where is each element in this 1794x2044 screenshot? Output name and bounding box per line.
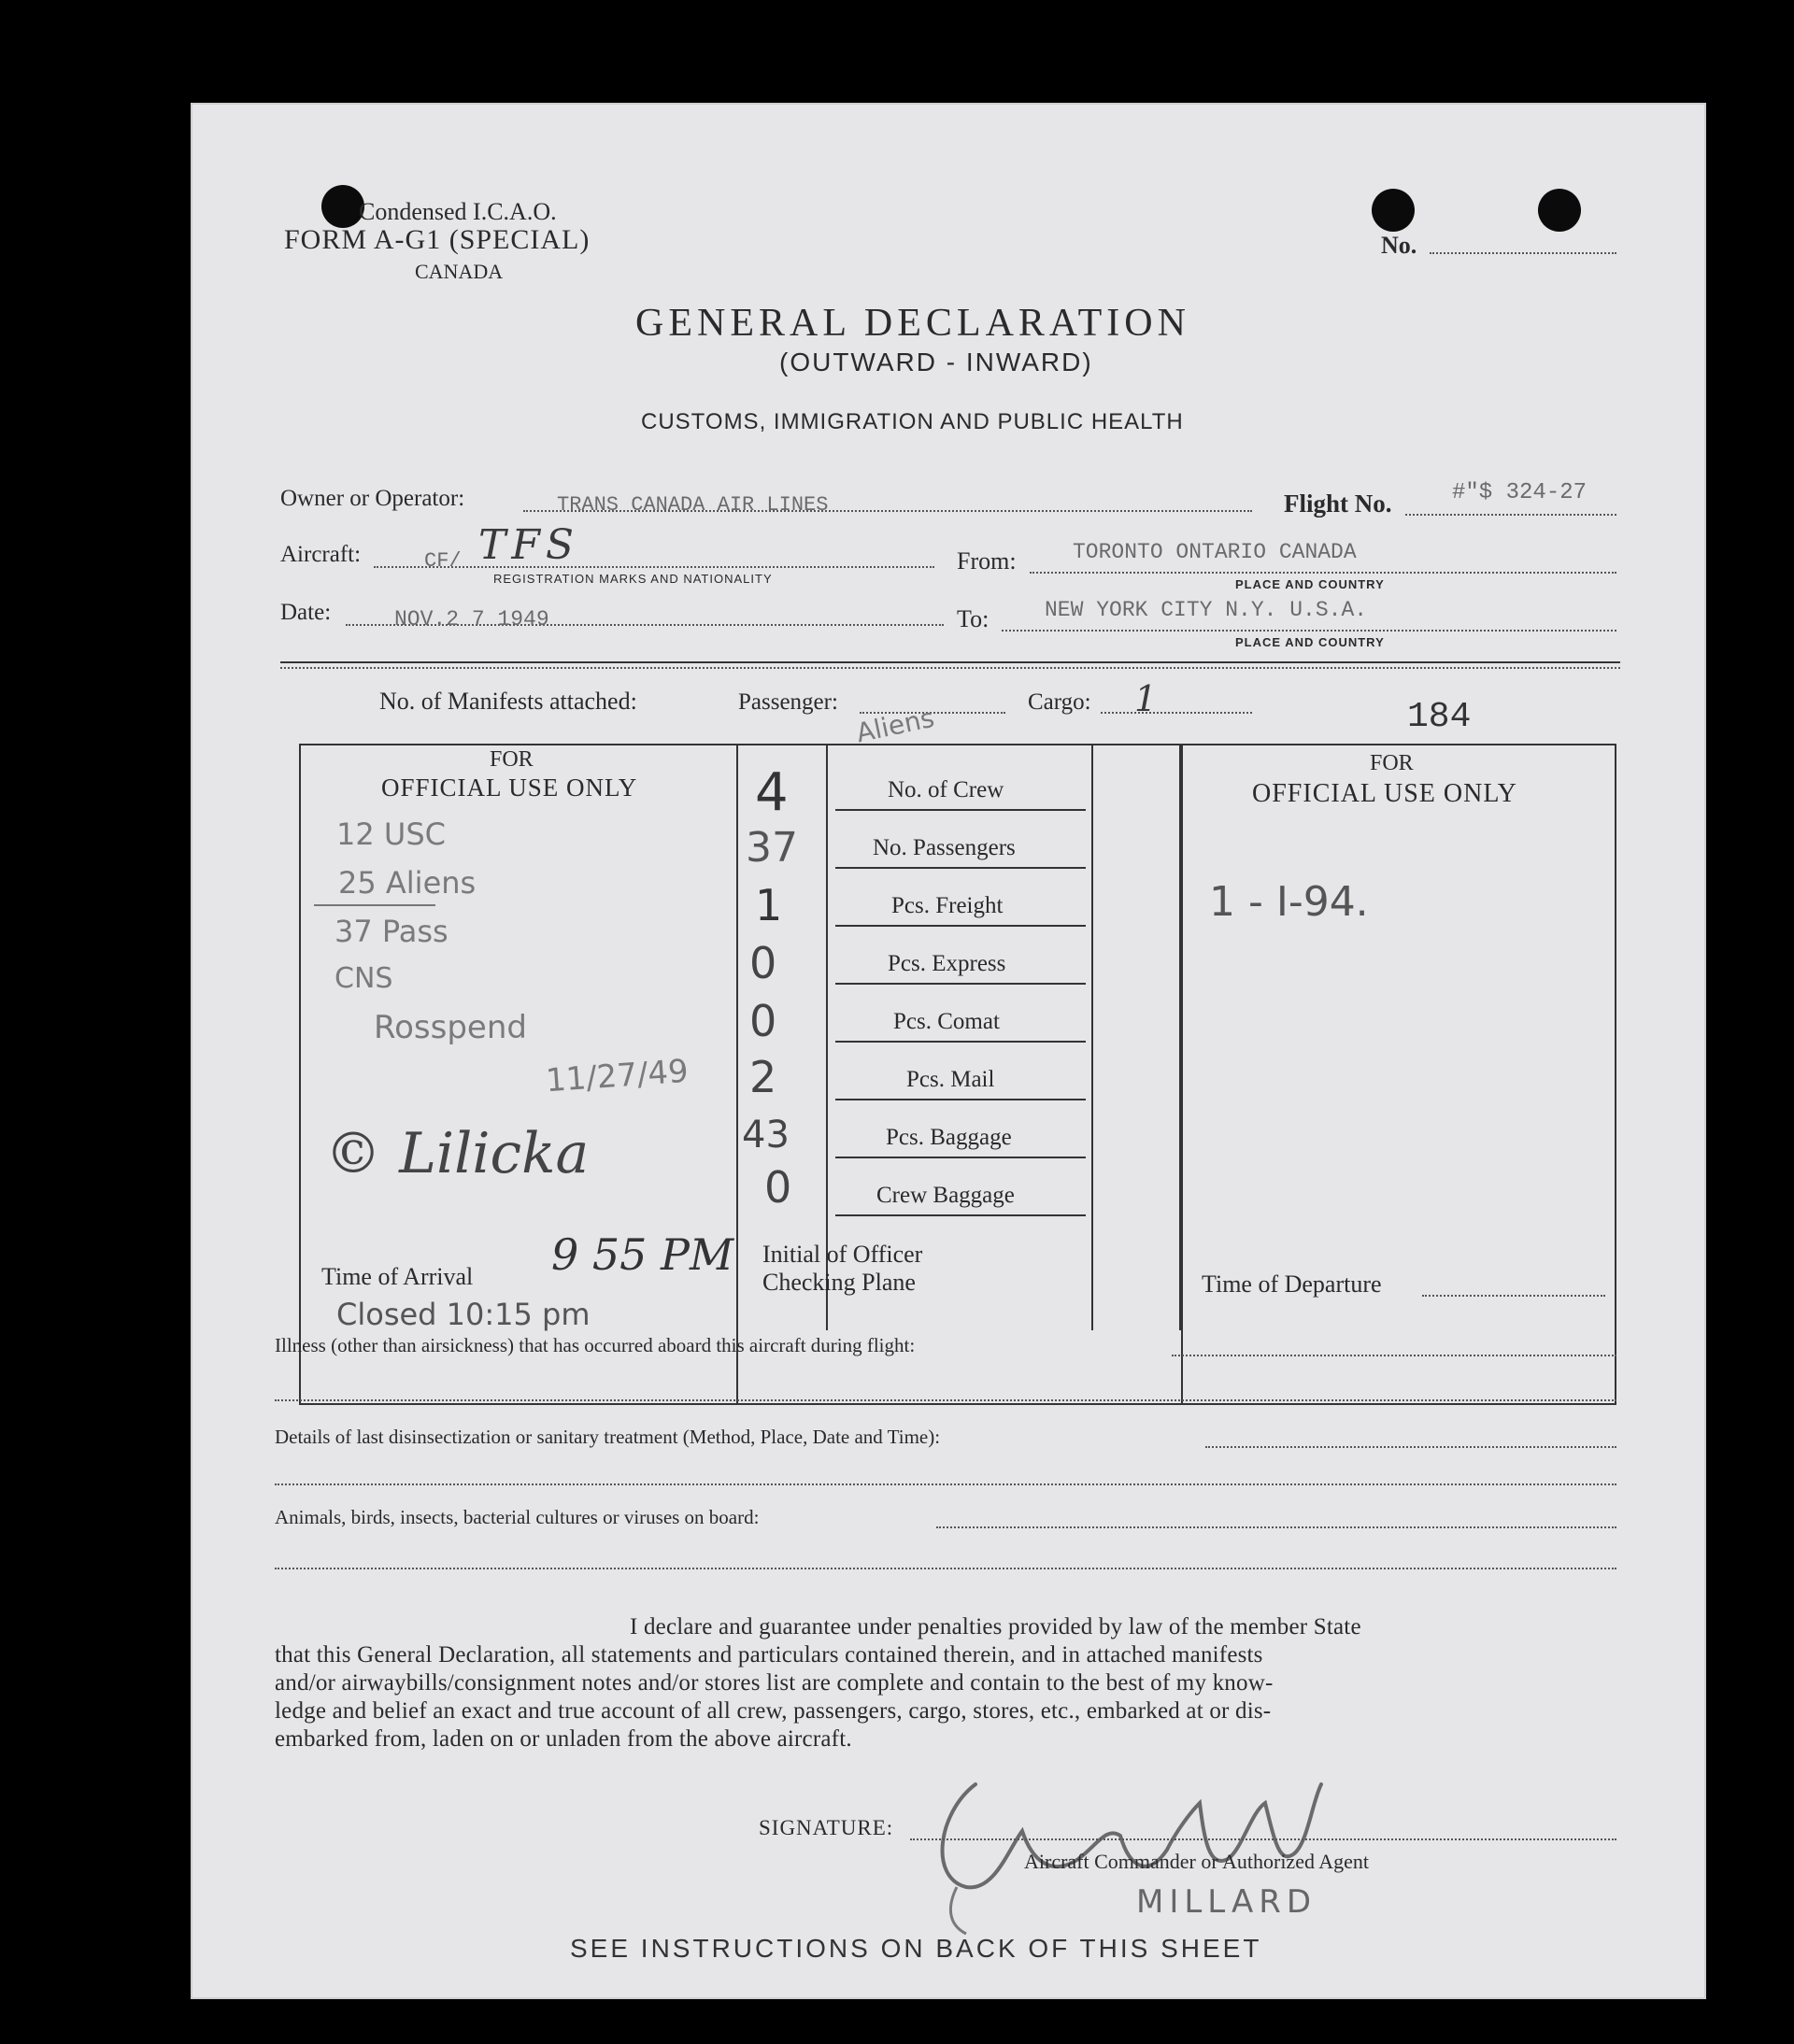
count-rule bbox=[835, 1214, 1086, 1216]
divider-dotted bbox=[280, 667, 1620, 669]
count-label: Pcs. Freight bbox=[891, 893, 1004, 918]
declaration-line: and/or airwaybills/consignment notes and/or stores list are complete and contain to the best of my know- bbox=[275, 1670, 1274, 1696]
time-departure-label: Time of Departure bbox=[1202, 1270, 1382, 1298]
count-rule bbox=[835, 1041, 1086, 1043]
official-note: Rosspend bbox=[374, 1009, 527, 1046]
official-left-for: FOR bbox=[490, 747, 534, 772]
declaration-line: I declare and guarantee under penalties provided by law of the member State bbox=[630, 1614, 1361, 1639]
flight-label: Flight No. bbox=[1284, 490, 1392, 518]
from-label: From: bbox=[957, 547, 1017, 575]
count-rule bbox=[835, 925, 1086, 927]
owner-value: TRANS CANADA AIR LINES bbox=[557, 493, 829, 517]
count-label: Pcs. Baggage bbox=[886, 1125, 1012, 1150]
form-condensed: Condensed I.C.A.O. bbox=[359, 198, 557, 225]
count-label: Crew Baggage bbox=[876, 1183, 1015, 1208]
official-right-note: 1 - I-94. bbox=[1209, 878, 1369, 926]
official-left-title: OFFICIAL USE ONLY bbox=[381, 774, 638, 802]
flight-field bbox=[1405, 514, 1616, 516]
cargo-manifest-field bbox=[1101, 712, 1252, 714]
official-note: 25 Aliens bbox=[338, 865, 477, 901]
document-title: GENERAL DECLARATION bbox=[635, 302, 1190, 345]
no-field[interactable] bbox=[1430, 252, 1616, 254]
owner-label: Owner or Operator: bbox=[280, 486, 465, 511]
count-value: 2 bbox=[749, 1052, 777, 1102]
animals-field[interactable] bbox=[936, 1526, 1616, 1528]
punch-hole bbox=[1372, 189, 1415, 232]
official-note: 37 Pass bbox=[335, 914, 448, 949]
cargo-manifest-value: 1 bbox=[1134, 678, 1158, 719]
form-country: CANADA bbox=[415, 260, 504, 283]
count-value: 37 bbox=[746, 824, 798, 872]
time-arrival-value: 9 55 PM bbox=[551, 1229, 734, 1280]
initial-officer-label: Initial of Officer bbox=[762, 1241, 923, 1268]
signature-field[interactable] bbox=[910, 1838, 1616, 1840]
declaration-line: ledge and belief an exact and true account of all crew, passengers, cargo, stores, etc., embarked at or dis- bbox=[275, 1698, 1272, 1724]
stamp-number: 184 bbox=[1407, 697, 1472, 737]
official-note: 12 USC bbox=[336, 816, 446, 852]
signature-caption: Aircraft Commander or Authorized Agent bbox=[1024, 1850, 1370, 1873]
count-value: 43 bbox=[742, 1114, 790, 1157]
divider bbox=[280, 661, 1620, 663]
to-field bbox=[1002, 630, 1616, 632]
to-label: To: bbox=[957, 605, 990, 632]
box-divider bbox=[1091, 744, 1093, 1330]
official-right-for: FOR bbox=[1370, 751, 1414, 775]
count-value: 4 bbox=[755, 762, 789, 823]
signature-label: SIGNATURE: bbox=[759, 1816, 894, 1839]
illness-field[interactable] bbox=[1172, 1355, 1616, 1356]
to-value: NEW YORK CITY N.Y. U.S.A. bbox=[1045, 598, 1368, 622]
count-rule bbox=[835, 809, 1086, 811]
count-rule bbox=[835, 1099, 1086, 1100]
count-value: 0 bbox=[749, 996, 777, 1046]
count-value: 1 bbox=[755, 880, 783, 930]
closed-note: Closed 10:15 pm bbox=[336, 1297, 591, 1332]
from-value: TORONTO ONTARIO CANADA bbox=[1073, 540, 1357, 564]
disinsectization-question: Details of last disinsectization or sanitary treatment (Method, Place, Date and Time): bbox=[275, 1426, 941, 1448]
aircraft-value-typed: CF/ bbox=[424, 549, 462, 573]
place-country-caption: PLACE AND COUNTRY bbox=[1235, 577, 1385, 591]
count-label: No. Passengers bbox=[873, 835, 1016, 860]
official-note: CNS bbox=[335, 962, 393, 995]
count-rule bbox=[835, 983, 1086, 985]
time-departure-field[interactable] bbox=[1422, 1295, 1605, 1297]
footer-instructions: SEE INSTRUCTIONS ON BACK OF THIS SHEET bbox=[570, 1934, 1262, 1963]
count-value: 0 bbox=[764, 1162, 792, 1213]
count-label: No. of Crew bbox=[888, 777, 1004, 802]
form-id: FORM A-G1 (SPECIAL) bbox=[284, 224, 591, 255]
passenger-manifest-value: Aliens bbox=[853, 702, 937, 749]
declaration-line: that this General Declaration, all statements and particulars contained therein, and in attached manifests bbox=[275, 1642, 1263, 1668]
aircraft-label: Aircraft: bbox=[280, 542, 362, 567]
disinsectization-field[interactable] bbox=[1205, 1446, 1616, 1448]
cargo-manifest-label: Cargo: bbox=[1028, 689, 1091, 715]
declaration-line: embarked from, laden on or unladen from the above aircraft. bbox=[275, 1726, 852, 1752]
official-right-title: OFFICIAL USE ONLY bbox=[1252, 779, 1517, 808]
count-label: Pcs. Comat bbox=[893, 1009, 1000, 1034]
disinsectization-field-line[interactable] bbox=[275, 1483, 1616, 1485]
from-field bbox=[1030, 572, 1616, 574]
flight-value: #"$ 324-27 bbox=[1452, 480, 1588, 505]
illness-question: Illness (other than airsickness) that has occurred aboard this aircraft during flight: bbox=[275, 1334, 916, 1356]
registration-caption: REGISTRATION MARKS AND NATIONALITY bbox=[493, 572, 773, 586]
count-value: 0 bbox=[749, 938, 777, 988]
box-divider bbox=[1181, 744, 1183, 1405]
aircraft-value-hand: TFS bbox=[478, 521, 580, 569]
count-rule bbox=[835, 1157, 1086, 1158]
document-subtitle: CUSTOMS, IMMIGRATION AND PUBLIC HEALTH bbox=[641, 409, 1184, 434]
count-label: Pcs. Express bbox=[888, 951, 1006, 976]
count-label: Pcs. Mail bbox=[906, 1067, 995, 1092]
illness-field-line[interactable] bbox=[275, 1399, 1616, 1401]
date-label: Date: bbox=[280, 600, 332, 625]
place-country-caption: PLACE AND COUNTRY bbox=[1235, 635, 1385, 649]
time-arrival-label: Time of Arrival bbox=[321, 1263, 474, 1290]
manifests-label: No. of Manifests attached: bbox=[379, 688, 637, 715]
official-note: 11/27/49 bbox=[544, 1052, 690, 1100]
count-rule bbox=[835, 867, 1086, 869]
punch-hole bbox=[1538, 189, 1581, 232]
document-direction: (OUTWARD - INWARD) bbox=[779, 348, 1093, 376]
no-label: No. bbox=[1381, 232, 1417, 259]
signature-printed-name: MILLARD bbox=[1136, 1883, 1317, 1921]
checking-plane-label: Checking Plane bbox=[762, 1269, 916, 1296]
handwritten-rule bbox=[314, 904, 435, 906]
official-note: © Lilicka bbox=[325, 1121, 590, 1186]
animals-question: Animals, birds, insects, bacterial cultures or viruses on board: bbox=[275, 1506, 760, 1528]
form-sheet bbox=[191, 103, 1706, 1999]
animals-field-line[interactable] bbox=[275, 1568, 1616, 1569]
box-divider bbox=[736, 744, 738, 1405]
passenger-manifest-label: Passenger: bbox=[738, 689, 838, 715]
date-value: NOV.2 7 1949 bbox=[394, 607, 549, 632]
